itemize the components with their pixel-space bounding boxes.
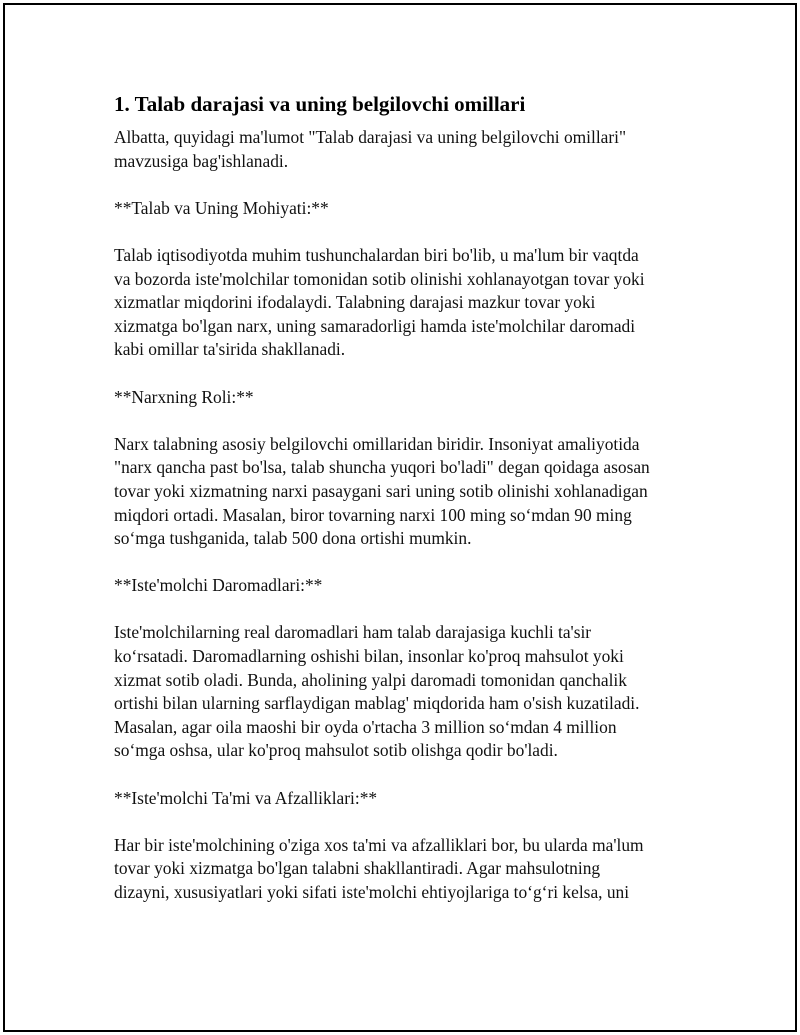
text-line: **Iste'molchi Daromadlari:** (114, 575, 323, 596)
text-line: "narx qancha past bo'lsa, talab shuncha yuqori bo'ladi" degan qoidaga asosan (114, 457, 650, 478)
text-line: ko‘rsatadi. Daromadlarning oshishi bilan, insonlar ko'proq mahsulot yoki (114, 646, 624, 667)
text-line: mavzusiga bag'ishlanadi. (114, 150, 289, 171)
paragraph (114, 433, 694, 551)
text-line: miqdori ortadi. Masalan, biror tovarning narxi 100 ming so‘mdan 90 ming (114, 504, 632, 525)
text-line: dizayni, xususiyatlari yoki sifati iste'molchi ehtiyojlariga to‘g‘ri kelsa, uni (114, 882, 630, 902)
text-line: Talab iqtisodiyotda muhim tushunchalardan biri bo'lib, u ma'lum bir vaqtda (114, 244, 639, 265)
text-line: Iste'molchilarning real daromadlari ham talab darajasiga kuchli ta'sir (114, 622, 592, 643)
text-line: **Talab va Uning Mohiyati:** (114, 197, 329, 218)
page-title: 1. Talab darajasi va uning belgilovchi omillari (114, 92, 526, 116)
text-line: kabi omillar ta'sirida shakllanadi. (114, 339, 346, 360)
text-line: tovar yoki xizmatning narxi pasaygani sari uning sotib olinishi xohlanadigan (114, 480, 648, 501)
text-line: **Narxning Roli:** (114, 386, 254, 407)
text-line: xizmatlar miqdorini ifodalaydi. Talabning darajasi mazkur tovar yoki (114, 292, 596, 313)
text-line: so‘mga oshsa, ular ko'proq mahsulot sotib olishga qodir bo'ladi. (114, 740, 558, 761)
paragraph (114, 834, 694, 905)
paragraph-list (114, 126, 694, 905)
section-subheading (114, 386, 694, 410)
text-line: Narx talabning asosiy belgilovchi omillaridan biridir. Insoniyat amaliyotida (114, 433, 640, 454)
text-line: ortishi bilan ularning sarflaydigan mablag' miqdorida ham o'sish kuzatiladi. (114, 693, 640, 714)
text-line: xizmatga bo'lgan narx, uning samaradorligi hamda iste'molchilar daromadi (114, 315, 636, 336)
section-subheading (114, 787, 694, 811)
text-line: Albatta, quyidagi ma'lumot "Talab darajasi va uning belgilovchi omillari" (114, 127, 627, 147)
text-line: xizmat sotib oladi. Bunda, aholining yalpi daromadi tomonidan qanchalik (114, 669, 627, 690)
document-body (114, 90, 694, 928)
paragraph (114, 244, 694, 362)
text-line: so‘mga tushganida, talab 500 dona ortishi mumkin. (114, 528, 472, 549)
paragraph (114, 126, 694, 173)
section-subheading (114, 574, 694, 598)
text-line: tovar yoki xizmatga bo'lgan talabni shakllantiradi. Agar mahsulotning (114, 858, 601, 879)
text-line: Har bir iste'molchining o'ziga xos ta'mi va afzalliklari bor, bu ularda ma'lum (114, 834, 644, 855)
section-subheading (114, 197, 694, 221)
text-line: Masalan, agar oila maoshi bir oyda o'rtacha 3 million so‘mdan 4 million (114, 716, 617, 737)
text-line: va bozorda iste'molchilar tomonidan sotib olinishi xohlanayotgan tovar yoki (114, 268, 645, 289)
text-line: **Iste'molchi Ta'mi va Afzalliklari:** (114, 787, 378, 808)
paragraph (114, 621, 694, 763)
